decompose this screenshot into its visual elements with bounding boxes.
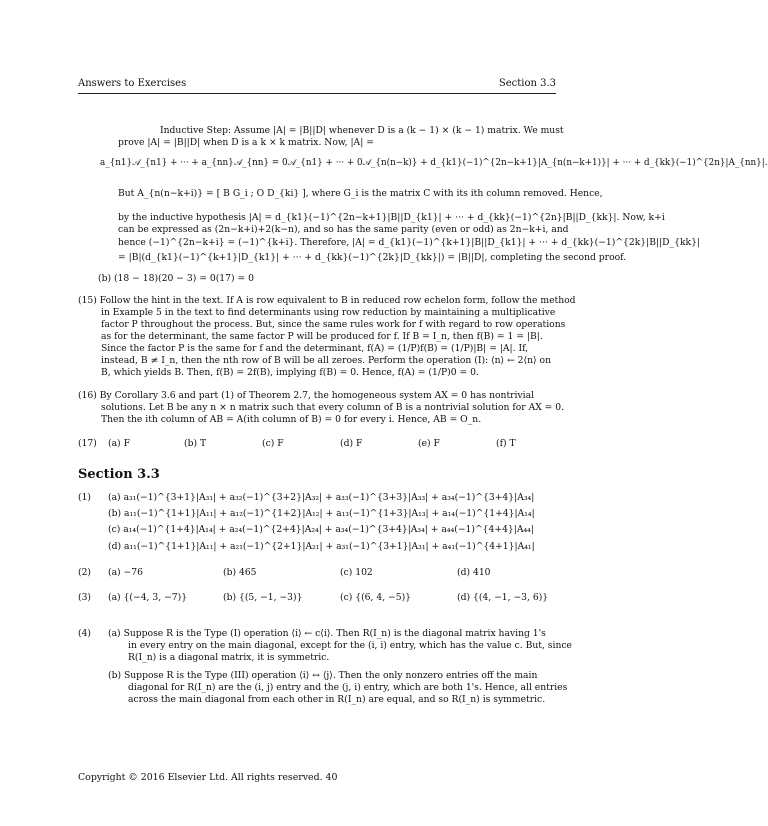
answer: (d) F bbox=[340, 438, 363, 449]
text-line: (a) Suppose R is the Type (I) operation ⟨i⟩ ← c⟨i⟩. Then R(I_n) is the diagonal matrix having 1's bbox=[108, 628, 546, 639]
answer: (d) 410 bbox=[457, 567, 491, 578]
answer: (a) F bbox=[108, 438, 130, 449]
answer: (c) {(6, 4, −5)} bbox=[340, 592, 412, 603]
text-line: in every entry on the main diagonal, except for the (i, i) entry, which has the value c. But, since bbox=[128, 640, 572, 651]
answer: (d) {(4, −1, −3, 6)} bbox=[457, 592, 549, 603]
text-line: across the main diagonal from each other in R(I_n) are equal, and so R(I_n) is symmetric. bbox=[128, 694, 546, 705]
header-rule bbox=[78, 93, 556, 94]
answer: (c) 102 bbox=[340, 567, 373, 578]
answer: (b) T bbox=[184, 438, 207, 449]
answer: (b) {(5, −1, −3)} bbox=[223, 592, 303, 603]
text-line: diagonal for R(I_n) are the (i, j) entry and the (j, i) entry, which are both 1's. Hence, all entries bbox=[128, 682, 568, 693]
text-line: Since the factor P is the same for f and the determinant, f(A) = (1/P)f(B) = (1/P)|B| = |A|. If, bbox=[101, 343, 529, 354]
text-line: as for the determinant, the same factor P will be produced for f. If B = I_n, then f(B) = 1 = |B|. bbox=[101, 331, 543, 342]
text-line: hence (−1)^{2n−k+i} = (−1)^{k+i}. Therefore, |A| = d_{k1}(−1)^{k+1}|B||D_{k1}| + ··· + d_{kk}(−1)^{2k}|B||D_{kk}| bbox=[118, 237, 701, 248]
text-line: Inductive Step: Assume |A| = |B||D| whenever D is a (k − 1) × (k − 1) matrix. We must bbox=[160, 125, 564, 136]
answer-line: (b) (18 − 18)(20 − 3) = 0(17) = 0 bbox=[98, 273, 254, 284]
answer-line: (a) a₃₁(−1)^{3+1}|A₃₁| + a₃₂(−1)^{3+2}|A₃₂| + a₃₃(−1)^{3+3}|A₃₃| + a₃₄(−1)^{3+4}|A₃₄| bbox=[108, 492, 535, 503]
text-line: factor P throughout the process. But, since the same rules work for f with regard to row operations bbox=[101, 319, 566, 330]
item-number: (3) bbox=[78, 592, 92, 603]
item-number: (2) bbox=[78, 567, 92, 578]
answer: (e) F bbox=[418, 438, 440, 449]
answer: (f) T bbox=[496, 438, 516, 449]
answer: (b) 465 bbox=[223, 567, 257, 578]
copyright-footer: Copyright © 2016 Elsevier Ltd. All rights reserved. 40 bbox=[78, 772, 338, 783]
text-line: solutions. Let B be any n × n matrix such that every column of B is a nontrivial solution for AX = 0. bbox=[101, 402, 565, 413]
text-line: Then the ith column of AB = A(ith column of B) = 0 for every i. Hence, AB = O_n. bbox=[101, 414, 482, 425]
running-header bbox=[78, 78, 556, 89]
text-line: B, which yields B. Then, f(B) = 2f(B), implying f(B) = 0. Hence, f(A) = (1/P)0 = 0. bbox=[101, 367, 479, 378]
answer-line: (d) a₁₁(−1)^{1+1}|A₁₁| + a₂₁(−1)^{2+1}|A₂₁| + a₃₁(−1)^{3+1}|A₃₁| + a₄₁(−1)^{4+1}|A₄₁| bbox=[108, 541, 535, 552]
item-number: (1) bbox=[78, 492, 92, 503]
item-number: (17) bbox=[78, 438, 97, 449]
text-line: instead, B ≠ I_n, then the nth row of B will be all zeroes. Perform the operation (I): ⟨n⟩ ← 2⟨n⟩ on bbox=[101, 355, 551, 366]
answer-line: (b) a₁₁(−1)^{1+1}|A₁₁| + a₁₂(−1)^{1+2}|A₁₂| + a₁₃(−1)^{1+3}|A₁₃| + a₁₄(−1)^{1+4}|A₁₄| bbox=[108, 508, 535, 519]
text-line: But A_{n(n−k+i)} = [ B G_i ; O D_{ki} ], where G_i is the matrix C with its ith column removed. Hence, bbox=[118, 188, 603, 199]
section-heading: Section 3.3 bbox=[78, 467, 160, 482]
text-line: R(I_n) is a diagonal matrix, it is symmetric. bbox=[128, 652, 330, 663]
text-line: by the inductive hypothesis |A| = d_{k1}(−1)^{2n−k+1}|B||D_{k1}| + ··· + d_{kk}(−1)^{2n}|B||D_{kk}|. Now, k+i bbox=[118, 212, 665, 223]
answer: (a) −76 bbox=[108, 567, 143, 578]
header-right: Section 3.3 bbox=[498, 78, 556, 89]
header-left: Answers to Exercises bbox=[78, 78, 187, 89]
text-line: prove |A| = |B||D| when D is a k × k matrix. Now, |A| = bbox=[118, 137, 374, 148]
answer-line: (c) a₁₄(−1)^{1+4}|A₁₄| + a₂₄(−1)^{2+4}|A₂₄| + a₃₄(−1)^{3+4}|A₃₄| + a₄₄(−1)^{4+4}|A₄₄| bbox=[108, 524, 534, 535]
text-line: (15) Follow the hint in the text. If A is row equivalent to B in reduced row echelon form, follow the method bbox=[78, 295, 576, 306]
text-line: in Example 5 in the text to find determinants using row reduction by maintaining a multiplicative bbox=[101, 307, 556, 318]
text-line: can be expressed as (2n−k+i)+2(k−n), and so has the same parity (even or odd) as 2n−k+i, and bbox=[118, 224, 569, 235]
equation: a_{n1}𝒜_{n1} + ··· + a_{nn}𝒜_{nn} = 0𝒜_{n1} + ··· + 0𝒜_{n(n−k)} + d_{k1}(−1)^{2n−k+1}|A_{n(n−k+1)}| + ··· + d_{kk}(−1)^{2n}|A_{nn}|. bbox=[100, 158, 768, 168]
text-line: = |B|(d_{k1}(−1)^{k+1}|D_{k1}| + ··· + d_{kk}(−1)^{2k}|D_{kk}|) = |B||D|, completing the second proof. bbox=[118, 252, 627, 263]
answer: (a) {(−4, 3, −7)} bbox=[108, 592, 188, 603]
answer: (c) F bbox=[262, 438, 284, 449]
text-line: (b) Suppose R is the Type (III) operation ⟨i⟩ ↔ ⟨j⟩. Then the only nonzero entries off the main bbox=[108, 670, 538, 681]
item-number: (4) bbox=[78, 628, 92, 639]
text-line: (16) By Corollary 3.6 and part (1) of Theorem 2.7, the homogeneous system AX = 0 has nontrivial bbox=[78, 390, 535, 401]
